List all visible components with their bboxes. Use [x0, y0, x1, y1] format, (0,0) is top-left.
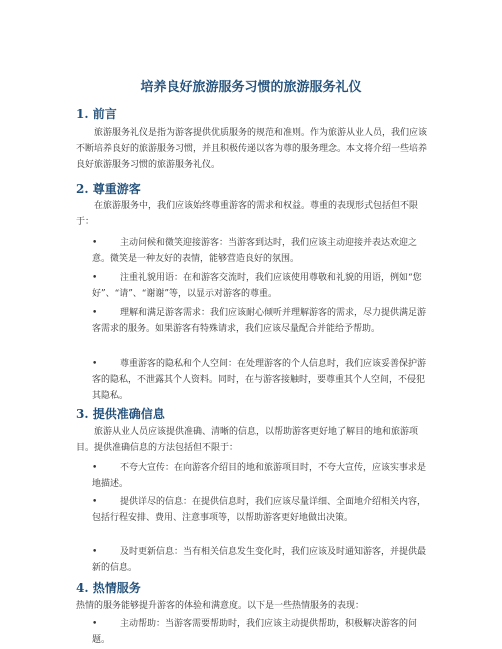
bullet-icon: • [92, 273, 98, 283]
list-item-text: 提供详尽的信息：在提供信息时，我们应该尽量详细、全面地介绍相关内容，包括行程安排、费用、注意事项等，以帮助游客更好地做出决策。 [92, 497, 427, 523]
list-item [92, 460, 430, 492]
list-item-text: 主动帮助：当游客需要帮助时，我们应该主动提供帮助，积极解决游客的问题。 [92, 619, 418, 645]
section-heading-respect: 2. 尊重游客 [76, 182, 141, 196]
section-heading-accurate-info: 3. 提供准确信息 [76, 407, 165, 421]
list-item [92, 356, 430, 404]
list-item-text: 注重礼貌用语：在和游客交流时，我们应该使用尊敬和礼貌的用语，例如“您好”、“请”、“谢谢”等，以显示对游客的尊重。 [92, 273, 422, 299]
bullet-icon: • [92, 619, 98, 629]
list-item-text: 主动问候和微笑迎接游客：当游客到达时，我们应该主动迎接并表达欢迎之意。微笑是一种友好的表情，能够营造良好的氛围。 [92, 238, 418, 264]
section-paragraph-warm-service: 热情的服务能够提升游客的体验和满意度。以下是一些热情服务的表现： [76, 601, 365, 611]
page-title: 培养良好旅游服务习惯的旅游服务礼仪 [140, 80, 362, 95]
list-item-text: 不夸大宣传：在向游客介绍目的地和旅游项目时，不夸大宣传，应该实事求是地描述。 [92, 463, 427, 489]
section-paragraph-preface: 旅游服务礼仪是指为游客提供优质服务的规范和准则。作为旅游从业人员，我们应该不断培养良好的旅游服务习惯，并且积极传递以客为尊的服务理念。本文将介绍一些培养良好旅游服务习惯的旅游服务礼仪。 [76, 128, 428, 170]
list-item-text: 理解和满足游客需求：我们应该耐心倾听并理解游客的需求，尽力提供满足游客需求的服务。如果游客有特殊请求，我们应该尽量配合并能给予帮助。 [92, 308, 427, 334]
list-item-text: 尊重游客的隐私和个人空间：在处理游客的个人信息时，我们应该妥善保护游客的隐私，不泄露其个人资料。同时，在与游客接触时，要尊重其个人空间，不侵犯其隐私。 [92, 359, 427, 401]
list-item [92, 494, 430, 526]
list-item [92, 616, 430, 648]
bullet-icon: • [92, 238, 98, 248]
bullet-icon: • [92, 497, 98, 507]
list-item [92, 235, 430, 267]
section-heading-preface: 1. 前言 [76, 107, 117, 121]
list-item [92, 544, 430, 576]
list-item [92, 270, 430, 302]
bullet-icon: • [92, 308, 98, 318]
section-paragraph-respect: 在旅游服务中，我们应该始终尊重游客的需求和权益。尊重的表现形式包括但不限于： [76, 201, 419, 227]
section-heading-warm-service: 4. 热情服务 [76, 581, 141, 595]
bullet-icon: • [92, 463, 98, 473]
section-paragraph-accurate-info: 旅游从业人员应该提供准确、清晰的信息，以帮助游客更好地了解目的地和旅游项目。提供准确信息的方法包括但不限于： [76, 427, 419, 453]
bullet-icon: • [92, 359, 98, 369]
bullet-icon: • [92, 547, 98, 557]
list-item [92, 305, 430, 337]
list-item-text: 及时更新信息：当有相关信息发生变化时，我们应该及时通知游客，并提供最新的信息。 [92, 547, 427, 573]
